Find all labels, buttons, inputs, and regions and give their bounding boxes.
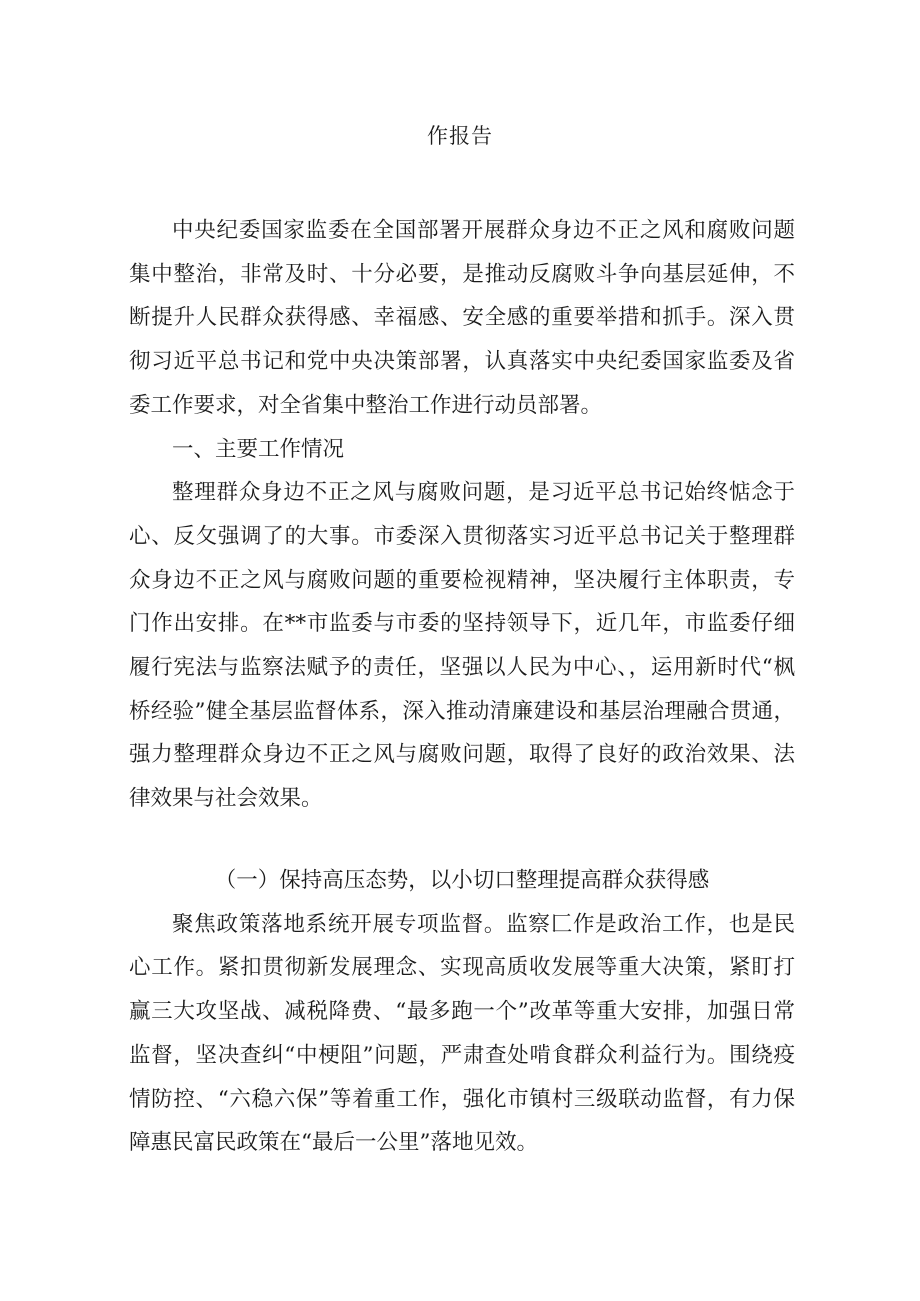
supervision-paragraph: 聚焦政策落地系统开展专项监督。监察匚作是政治工作，也是民心工作。紧扣贯彻新发展理念、实现高质收发展等重大决策，紧盯打赢三大攻坚战、减税降费、“最多跑一个”改革等重大安排，加强日常监督，坚决查纠“中梗阻”问题，严肃查处啃食群众利益行为。围绕疫情防控、“六稳六保”等着重工作，强化市镇村三级联动监督，有力保障惠民富民政策在“最后一公里”落地见效。	[129, 911, 795, 1156]
body-section-a	[129, 209, 795, 821]
body-section-b	[129, 859, 795, 1165]
intro-paragraph: 中央纪委国家监委在全国部署开展群众身边不正之风和腐败问题集中整治，非常及时、十分必要，是推动反腐败斗争向基层延伸，不断提升人民群众获得感、幸福感、安全感的重要举措和抓手。深入贯彻习近平总书记和党中央决策部署，认真落实中央纪委国家监委及省委工作要求，对全省集中整治工作进行动员部署。	[129, 218, 795, 418]
section-heading: 一、主要工作情况	[172, 436, 345, 462]
work-overview-paragraph: 整理群众身边不正之风与腐败问题，是习近平总书记始终惦念于心、反攵强调了的大事。市委深入贯彻落实习近平总书记关于整理群众身边不正之风与腐败问题的重要检视精神，坚决履行主体职责，专门作出安排。在**市监委与市委的坚持领导下，近几年，市监委仔细履行宪法与监察法赋予的责任，坚强以人民为中心、，运用新时代“枫桥经验”健全基层监督体系，深入推动清廉建设和基层治理融合贯通，强力整理群众身边不正之风与腐败问题，取得了良好的政治效果、法律效果与社会效果。	[129, 480, 795, 812]
subsection-heading: （一）保持高压态势，以小切口整理提高群众获得感	[214, 868, 710, 893]
document-title: 作报告	[427, 124, 493, 148]
